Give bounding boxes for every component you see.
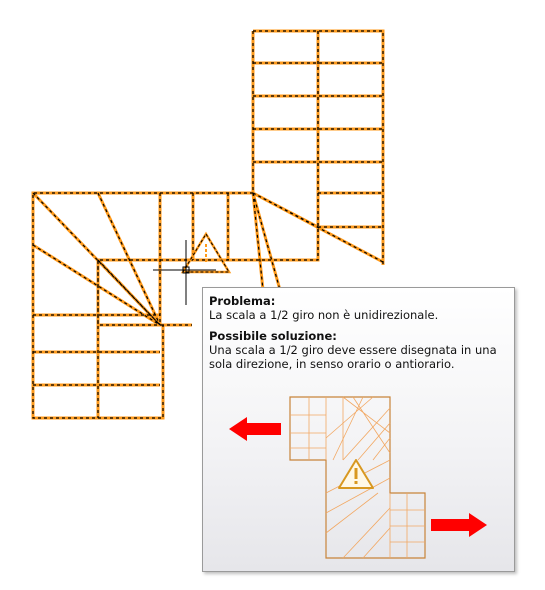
solution-heading: Possibile soluzione: xyxy=(209,329,337,343)
solution-text: Una scala a 1/2 giro deve essere disegnata in una sola direzione, in senso orario o antiorario. xyxy=(209,343,497,371)
error-tooltip xyxy=(202,287,515,572)
arrow-right-icon xyxy=(431,513,487,537)
warning-icon xyxy=(339,460,373,488)
warning-icon[interactable] xyxy=(183,234,229,272)
problem-heading: Problema: xyxy=(209,294,276,308)
arrow-left-icon xyxy=(229,417,281,441)
problem-text: La scala a 1/2 giro non è unidirezionale. xyxy=(209,308,439,322)
solution-illustration xyxy=(203,288,516,573)
